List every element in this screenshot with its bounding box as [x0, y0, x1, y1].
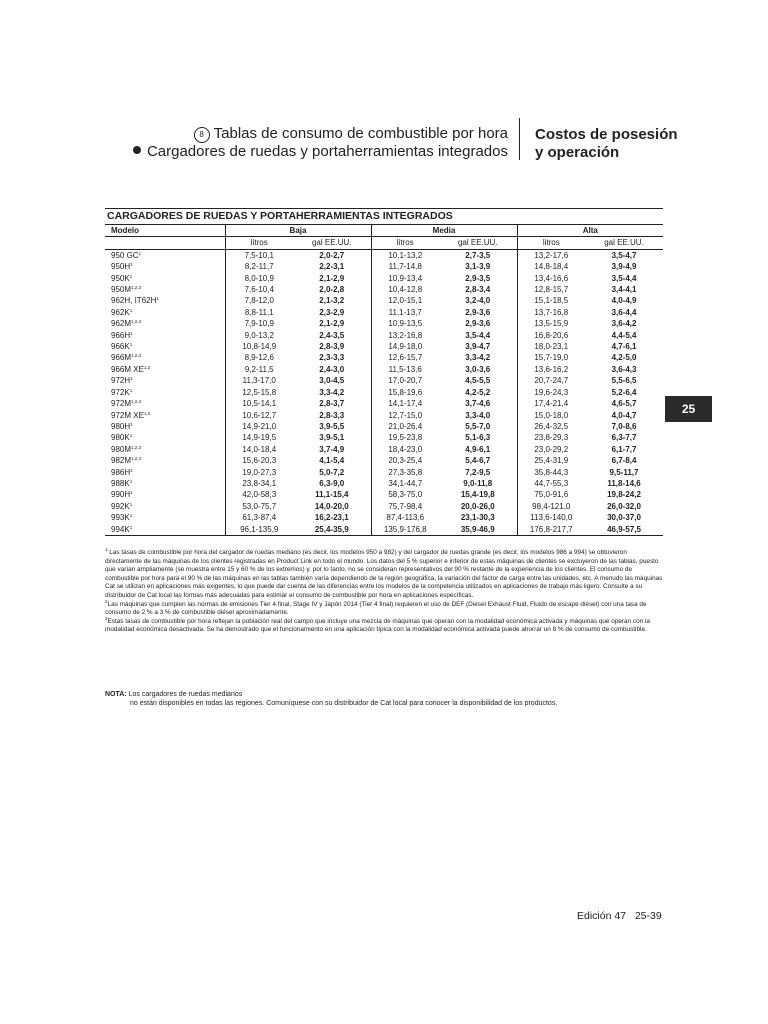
liters-cell: 7,5-10,1 — [225, 249, 293, 261]
liters-cell: 15,6-20,3 — [225, 455, 293, 466]
note-line-1: Los cargadores de ruedas medianos — [128, 691, 243, 698]
gallons-cell: 3,7-4,9 — [319, 444, 345, 454]
model-cell: $993K^1$ — [111, 513, 133, 523]
liters-cell: 53,0-75,7 — [225, 501, 293, 512]
edition-label: Edición 47 — [577, 910, 627, 922]
gallons-cell: 25,4-35,9 — [293, 524, 371, 536]
liters-cell: 11,3-17,0 — [225, 375, 293, 386]
gallons-cell: 2,9-3,6 — [465, 319, 491, 329]
gallons-cell: 3,6-4,2 — [611, 319, 637, 329]
liters-cell: 14,9-21,0 — [225, 421, 293, 432]
gallons-cell: 3,3-4,0 — [465, 410, 491, 420]
liters-cell: 7,8-12,0 — [225, 295, 293, 306]
model-cell: $980H^1$ — [111, 421, 133, 431]
model-cell: $990H^1$ — [111, 490, 133, 500]
gallons-cell: 2,1-2,9 — [319, 273, 345, 283]
liters-cell: 14,1-17,4 — [371, 398, 439, 409]
table-row — [105, 444, 663, 455]
liters-cell: 75,7-98,4 — [371, 501, 439, 512]
liters-cell: 19,5-23,8 — [371, 432, 439, 443]
model-cell: 962H, $IT62H^1$ — [111, 296, 159, 306]
liters-cell: 135,9-176,8 — [371, 524, 439, 536]
gallons-cell: 2,9-3,6 — [465, 307, 491, 317]
liters-cell: 7,6-10,4 — [225, 284, 293, 295]
model-cell: $972H^1$ — [111, 376, 133, 386]
gallons-cell: 2,4-3,5 — [319, 330, 345, 340]
gallons-cell: 3,9-4,7 — [465, 342, 491, 352]
model-cell: 950 $GC^1$ — [111, 250, 142, 260]
gallons-cell: 4,1-5,4 — [319, 456, 345, 466]
model-cell: $966M^{1,2,3}$ — [111, 353, 142, 363]
gallons-cell: 4,7-6,1 — [611, 342, 637, 352]
gallons-cell: 3,5-4,7 — [611, 250, 637, 260]
liters-cell: 98,4-121,0 — [517, 501, 585, 512]
model-cell: $966K^1$ — [111, 342, 133, 352]
liters-cell: 34,1-44,7 — [371, 478, 439, 489]
model-cell: $992K^1$ — [111, 501, 133, 511]
header-line-2: Cargadores de ruedas y portaherramientas integrados — [130, 143, 508, 161]
unit-header: litros — [371, 237, 439, 249]
gallons-cell: 15,4-19,8 — [460, 490, 495, 500]
liters-cell: 44,7-55,3 — [517, 478, 585, 489]
gallons-cell: 2,9-3,5 — [465, 273, 491, 283]
liters-cell: 17,4-21,4 — [517, 398, 585, 409]
liters-cell: 19,6-24,3 — [517, 387, 585, 398]
gallons-cell: 3,0-3,6 — [465, 364, 491, 374]
model-cell: $966H^1$ — [111, 330, 133, 340]
gallons-cell: 5,5-7,0 — [465, 421, 491, 431]
liters-cell: 176,8-217,7 — [517, 524, 585, 536]
liters-cell: 14,0-18,4 — [225, 444, 293, 455]
liters-cell: 18,4-23,0 — [371, 444, 439, 455]
table-row — [105, 455, 663, 466]
model-cell: $980M^{1,2,3}$ — [111, 444, 142, 454]
liters-cell: 12,6-15,7 — [371, 352, 439, 363]
gallons-cell: 2,4-3,0 — [319, 364, 345, 374]
liters-cell: 23,0-29,2 — [517, 444, 585, 455]
model-cell: $980K^1$ — [111, 433, 133, 443]
table-group-header — [105, 225, 663, 237]
gallons-cell: 4,6-5,7 — [611, 399, 637, 409]
table-title: CARGADORES DE RUEDAS Y PORTAHERRAMIENTAS INTEGRADOS — [107, 210, 453, 222]
gallons-cell: 4,2-5,0 — [611, 353, 637, 363]
liters-cell: 7,9-10,9 — [225, 318, 293, 329]
unit-header: litros — [225, 237, 293, 249]
liters-cell: 11,5-13,6 — [371, 364, 439, 375]
liters-cell: 14,9-18,0 — [371, 341, 439, 352]
gallons-cell: 5,0-7,2 — [319, 467, 345, 477]
liters-cell: 25,4-31,9 — [517, 455, 585, 466]
model-cell: $962M^{1,2,3}$ — [111, 319, 142, 329]
gallons-cell: 3,9-4,9 — [611, 262, 637, 272]
liters-cell: 87,4-113,6 — [371, 512, 439, 523]
liters-cell: 10,6-12,7 — [225, 410, 293, 421]
liters-cell: 12,8-15,7 — [517, 284, 585, 295]
gallons-cell: 3,2-4,0 — [465, 296, 491, 306]
gallons-cell: 3,5-4,4 — [465, 330, 491, 340]
liters-cell: 61,3-87,4 — [225, 512, 293, 523]
model-cell: $972K^1$ — [111, 387, 133, 397]
fuel-consumption-table — [105, 208, 663, 536]
table-row — [105, 467, 663, 478]
table-row — [105, 284, 663, 295]
table-unit-header — [105, 237, 663, 249]
table-row — [105, 387, 663, 398]
gallons-cell: 26,0-32,0 — [607, 501, 641, 511]
group-header-alta: Alta — [517, 225, 663, 237]
table-row — [105, 318, 663, 329]
unit-header: gal EE.UU. — [439, 237, 517, 249]
model-cell: 972M XE$^{1,2}$ — [111, 410, 151, 420]
gallons-cell: 2,7-3,5 — [465, 250, 491, 260]
gallons-cell: 3,4-4,1 — [611, 285, 637, 295]
table-row — [105, 398, 663, 409]
liters-cell: 12,5-15,8 — [225, 387, 293, 398]
liters-cell: 15,7-19,0 — [517, 352, 585, 363]
unit-header: gal EE.UU. — [585, 237, 663, 249]
gallons-cell: 3,9-5,1 — [319, 433, 345, 443]
liters-cell: 10,9-13,4 — [371, 273, 439, 284]
gallons-cell: 3,6-4,4 — [611, 307, 637, 317]
liters-cell: 8,9-12,6 — [225, 352, 293, 363]
gallons-cell: 5,2-6,4 — [611, 387, 637, 397]
gallons-cell: 14,0-20,0 — [314, 501, 349, 511]
gallons-cell: 3,9-5,5 — [319, 421, 345, 431]
liters-cell: 13,4-16,6 — [517, 273, 585, 284]
footnote-2: $^2$Las máquinas que cumplen las normas de emisiones Tier 4 final, Stage IV y Japón 2014 (Tier 4 final) requieren el uso de DEF (Diesel Exhaust Fluid, Fluido de escape diésel) con una tasa de consumo de 2 % a 3 % de combustible diésel aproximadamente. — [105, 598, 647, 617]
liters-cell: 27,3-35,8 — [371, 467, 439, 478]
gallons-cell: 11,1-15,4 — [315, 490, 349, 500]
table-row — [105, 364, 663, 375]
gallons-cell: 7,2-9,5 — [465, 467, 491, 477]
model-cell: $988K^1$ — [111, 478, 133, 488]
model-cell: $950M^{1,2,3}$ — [111, 285, 142, 295]
gallons-cell: 2,8-3,4 — [465, 285, 491, 295]
gallons-cell: 3,1-3,9 — [465, 262, 491, 272]
liters-cell: 18,0-23,1 — [517, 341, 585, 352]
gallons-cell: 3,3-4,2 — [465, 353, 491, 363]
model-cell: $950K^1$ — [111, 273, 133, 283]
model-header: Modelo — [105, 225, 225, 237]
table-row — [105, 352, 663, 363]
gallons-cell: 9,5-11,7 — [609, 467, 639, 477]
gallons-cell: 19,8-24,2 — [607, 490, 641, 500]
gallons-cell: 6,7-8,4 — [611, 456, 637, 466]
liters-cell: 10,1-13,2 — [371, 249, 439, 261]
group-header-baja: Baja — [225, 225, 371, 237]
liters-cell: 8,8-11,1 — [225, 307, 293, 318]
gallons-cell: 4,9-6,1 — [465, 444, 491, 454]
liters-cell: 15,0-18,0 — [517, 410, 585, 421]
liters-cell: 10,9-13,5 — [371, 318, 439, 329]
gallons-cell: 20,0-26,0 — [460, 501, 495, 511]
circled-number-icon: 8 — [194, 127, 210, 143]
gallons-cell: 35,9-46,9 — [439, 524, 517, 536]
model-cell: $982M^{1,2,3}$ — [111, 456, 142, 466]
gallons-cell: 2,3-3,3 — [319, 353, 345, 363]
header-line-1: 8 Tablas de consumo de combustible por hora — [130, 125, 508, 143]
liters-cell: 13,2-17,6 — [517, 249, 585, 261]
note-label: NOTA: — [105, 691, 127, 698]
table-row — [105, 421, 663, 432]
model-cell: 966M XE$^{1,2}$ — [111, 364, 151, 374]
model-cell: $994K^1$ — [105, 524, 225, 536]
table-row — [105, 410, 663, 421]
note-block — [105, 690, 665, 708]
liters-cell: 96,1-135,9 — [225, 524, 293, 536]
gallons-cell: 7,0-8,6 — [611, 421, 637, 431]
gallons-cell: 3,5-4,4 — [611, 273, 637, 283]
table-row — [105, 295, 663, 306]
liters-cell: 16,8-20,6 — [517, 330, 585, 341]
table-row — [105, 432, 663, 443]
liters-cell: 8,2-11,7 — [225, 261, 293, 272]
table-row — [105, 478, 663, 489]
footnote-3: $^3$Estas tasas de combustible por hora reflejan la población real del campo que incluye una mezcla de máquinas que operan con la modalidad económica activada y máquinas que operan con la modalidad económica desactivada. Se ha demostrado que el funcionamiento en una aplicación típica con la modalidad económica activada puede ahorrar un 8 % de consumo de combustible. — [105, 615, 650, 634]
table-row — [105, 307, 663, 318]
liters-cell: 12,0-15,1 — [371, 295, 439, 306]
gallons-cell: 3,7-4,6 — [465, 399, 491, 409]
liters-cell: 35,8-44,3 — [517, 467, 585, 478]
gallons-cell: 30,0-37,0 — [607, 513, 641, 523]
page-number: 25-39 — [634, 910, 662, 922]
gallons-cell: 2,8-3,7 — [319, 399, 345, 409]
liters-cell: 75,0-91,6 — [517, 489, 585, 500]
gallons-cell: 23,1-30,3 — [460, 513, 495, 523]
gallons-cell: 4,0-4,9 — [611, 296, 637, 306]
liters-cell: 15,8-19,6 — [371, 387, 439, 398]
table-row — [105, 249, 663, 261]
unit-header: litros — [517, 237, 585, 249]
bullet-icon — [133, 146, 141, 154]
liters-cell: 21,0-26,4 — [371, 421, 439, 432]
liters-cell: 26,4-32,5 — [517, 421, 585, 432]
gallons-cell: 3,3-4,2 — [319, 387, 345, 397]
gallons-cell: 4,4-5,4 — [611, 330, 637, 340]
liters-cell: 20,7-24,7 — [517, 375, 585, 386]
liters-cell: 9,2-11,5 — [225, 364, 293, 375]
gallons-cell: 5,5-6,5 — [611, 376, 637, 386]
liters-cell: 11,7-14,8 — [371, 261, 439, 272]
liters-cell: 113,6-140,0 — [517, 512, 585, 523]
model-cell: $972M^{1,2,3}$ — [111, 399, 142, 409]
gallons-cell: 2,0-2,7 — [319, 250, 345, 260]
table-row — [105, 524, 663, 536]
gallons-cell: 2,2-3,1 — [319, 262, 345, 272]
page-footer — [577, 910, 662, 922]
liters-cell: 20,3-25,4 — [371, 455, 439, 466]
gallons-cell: 4,0-4,7 — [611, 410, 637, 420]
gallons-cell: 5,4-6,7 — [465, 456, 491, 466]
section-tab-badge: 25 — [665, 396, 712, 422]
group-header-media: Media — [371, 225, 517, 237]
gallons-cell: 4,5-5,5 — [465, 376, 491, 386]
liters-cell: 10,4-12,8 — [371, 284, 439, 295]
liters-cell: 14,9-19,5 — [225, 432, 293, 443]
gallons-cell: 16,2-23,1 — [314, 513, 349, 523]
gallons-cell: 6,3-9,0 — [319, 478, 345, 488]
table-row — [105, 489, 663, 500]
liters-cell: 10,5-14,1 — [225, 398, 293, 409]
liters-cell: 11,1-13,7 — [371, 307, 439, 318]
gallons-cell: 6,3-7,7 — [611, 433, 637, 443]
liters-cell: 13,5-15,9 — [517, 318, 585, 329]
liters-cell: 14,8-18,4 — [517, 261, 585, 272]
gallons-cell: 2,8-3,3 — [319, 410, 345, 420]
gallons-cell: 2,8-3,9 — [319, 342, 345, 352]
gallons-cell: 2,0-2,8 — [319, 285, 345, 295]
gallons-cell: 11,8-14,6 — [607, 478, 641, 488]
gallons-cell: 46,9-57,5 — [585, 524, 663, 536]
liters-cell: 9,0-13,2 — [225, 330, 293, 341]
model-cell: $986H^1$ — [111, 467, 133, 477]
table-row — [105, 273, 663, 284]
gallons-cell: 4,2-5,2 — [465, 387, 491, 397]
liters-cell: 17,0-20,7 — [371, 375, 439, 386]
liters-cell: 13,2-16,8 — [371, 330, 439, 341]
liters-cell: 8,0-10,9 — [225, 273, 293, 284]
table-row — [105, 375, 663, 386]
gallons-cell: 2,1-3,2 — [319, 296, 345, 306]
liters-cell: 23,8-34,1 — [225, 478, 293, 489]
table-row — [105, 330, 663, 341]
header-divider — [519, 118, 520, 160]
gallons-cell: 6,1-7,7 — [611, 444, 637, 454]
table-row — [105, 341, 663, 352]
gallons-cell: 2,3-2,9 — [319, 307, 345, 317]
model-cell: $950H^1$ — [111, 262, 133, 272]
note-line-2: no están disponibles en todas las regiones. Comuníquese con su distribuidor de Cat local para conocer la disponibilidad de los productos. — [130, 700, 558, 707]
footnote-1: $^1$ Las tasas de combustible por hora del cargador de ruedas mediano (es decir, los modelos 950 a 982) y del cargador de ruedas grande (es decir, los modelos 986 a 994) se obtuvieron directamente de las máquinas de los clientes registradas en Product Link en todo el mundo. Los datos del 5 % superior e inferior de estas máquinas de clientes se excluyeron de las tablas, puesto que varían ampliamente (se muestra entre 15 y 60 % de los extremos) y, por lo tanto, no se consideran representativos del 90 % restante de la experiencia de los clientes. El consumo de combustible por hora para el 90 % de las máquinas en las tablas también varía dependiendo de la región geográfica, la variación del factor de carga entre las unidades, etc. A menudo las máquinas Cat se utilizan en aplicaciones más exigentes, lo que puede dar cuenta de las diferencias entre los modelos de la competencia utilizados en aplicaciones de trabajo más ligero. Consulte a su distribuidor de Cat local las formas más adecuadas para estimar el consumo de combustible por hora en aplicaciones específicas. — [105, 547, 663, 599]
liters-cell: 13,7-16,8 — [517, 307, 585, 318]
model-cell: $962K^1$ — [111, 307, 133, 317]
liters-cell: 23,8-29,3 — [517, 432, 585, 443]
gallons-cell: 3,6-4,3 — [611, 364, 637, 374]
table-row — [105, 501, 663, 512]
liters-cell: 19,0-27,3 — [225, 467, 293, 478]
liters-cell: 13,6-16,2 — [517, 364, 585, 375]
liters-cell: 58,3-75,0 — [371, 489, 439, 500]
gallons-cell: 2,1-2,9 — [319, 319, 345, 329]
table-row — [105, 261, 663, 272]
unit-header: gal EE.UU. — [293, 237, 371, 249]
liters-cell: 12,7-15,0 — [371, 410, 439, 421]
table-row — [105, 512, 663, 523]
liters-cell: 10,8-14,9 — [225, 341, 293, 352]
page-header — [130, 125, 508, 161]
gallons-cell: 5,1-6,3 — [465, 433, 491, 443]
footnotes — [105, 549, 665, 635]
liters-cell: 42,0-58,3 — [225, 489, 293, 500]
section-title: Costos de posesión y operación — [535, 126, 678, 161]
gallons-cell: 3,0-4,5 — [319, 376, 345, 386]
liters-cell: 15,1-18,5 — [517, 295, 585, 306]
gallons-cell: 9,0-11,8 — [463, 478, 493, 488]
